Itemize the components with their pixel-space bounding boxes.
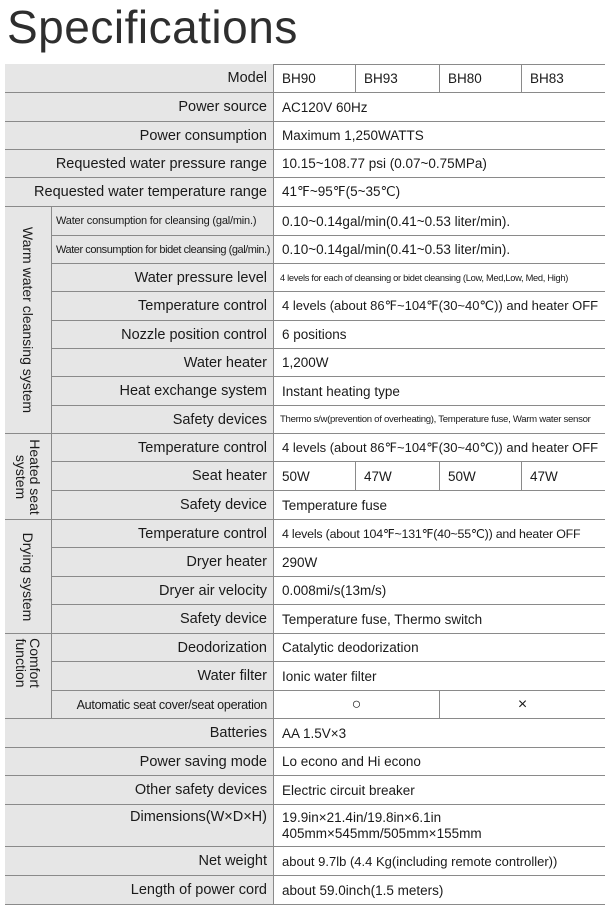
seat-safety-device-label: Safety device [52,491,273,520]
net-weight-label: Net weight [5,847,273,876]
dryer-heater-label: Dryer heater [52,548,273,577]
seat-heater-label: Seat heater [52,462,273,491]
seat-heater-bh93: 47W [355,462,439,491]
safety-devices-label: Safety devices [52,406,273,434]
power-consumption-value: Maximum 1,250WATTS [273,122,605,150]
specifications-table [5,64,605,906]
comfort-group-title [14,638,42,688]
dimensions-label: Dimensions(W×D×H) [5,805,273,847]
dimensions-value [273,805,605,847]
power-cord-length-value: about 59.0inch(1.5 meters) [273,876,605,905]
seat-temperature-control-label: Temperature control [52,434,273,462]
model-bh90: BH90 [273,64,355,93]
water-temperature-range-value: 41℉~95℉(5~35℃) [273,178,605,207]
power-saving-mode-label: Power saving mode [5,748,273,776]
auto-seat-cover-bh80-bh83: × [439,691,605,719]
water-consumption-bidet-label: Water consumption for bidet cleansing (gal/min.) [52,236,273,264]
water-consumption-bidet-value: 0.10~0.14gal/min(0.41~0.53 liter/min). [273,236,605,264]
water-consumption-cleansing-label: Water consumption for cleansing (gal/min.) [52,207,273,236]
comfort-group-label [5,634,52,691]
drying-temperature-control-value: 4 levels (about 104℉~131℉(40~55℃)) and heater OFF [273,520,605,548]
heat-exchange-system-label: Heat exchange system [52,377,273,406]
water-filter-value: Ionic water filter [273,662,605,691]
heated-seat-title-line1: Heated seat [27,438,43,515]
warm-water-group-title: Warm water cleansing system [20,226,36,414]
seat-heater-bh80: 50W [439,462,521,491]
warm-water-temperature-control-value: 4 levels (about 86℉~104℉(30~40℃)) and heater OFF [273,292,605,321]
water-heater-value: 1,200W [273,349,605,377]
power-source-value: AC120V 60Hz [273,93,605,122]
comfort-title-line1: Comfort [27,637,43,688]
drying-safety-device-value: Temperature fuse, Thermo switch [273,605,605,634]
model-bh80: BH80 [439,64,521,93]
auto-seat-cover-bh90-bh93: ○ [273,691,439,719]
power-saving-mode-value: Lo econo and Hi econo [273,748,605,776]
safety-devices-value: Thermo s/w(prevention of overheating), Temperature fuse, Warm water sensor [273,406,605,434]
seat-heater-bh83: 47W [521,462,605,491]
water-consumption-cleansing-value: 0.10~0.14gal/min(0.41~0.53 liter/min). [273,207,605,236]
heat-exchange-system-value: Instant heating type [273,377,605,406]
drying-group-title: Drying system [20,532,36,621]
other-safety-devices-label: Other safety devices [5,776,273,805]
dryer-air-velocity-value: 0.008mi/s(13m/s) [273,577,605,605]
heated-seat-group-label [5,434,52,520]
seat-safety-device-value: Temperature fuse [273,491,605,520]
warm-water-temperature-control-label: Temperature control [52,292,273,321]
water-pressure-level-label: Water pressure level [52,264,273,292]
comfort-group-extension [5,691,52,719]
water-pressure-range-label: Requested water pressure range [5,150,273,178]
seat-heater-bh90: 50W [273,462,355,491]
model-bh93: BH93 [355,64,439,93]
dryer-air-velocity-label: Dryer air velocity [52,577,273,605]
model-label: Model [5,64,273,93]
heated-seat-title-line2: system [13,454,29,499]
other-safety-devices-value: Electric circuit breaker [273,776,605,805]
warm-water-group-label [5,207,52,434]
page-title: Specifications [7,1,298,53]
nozzle-position-control-label: Nozzle position control [52,321,273,349]
dimensions-line-in: 19.9in×21.4in/19.8in×6.1in [282,809,442,825]
nozzle-position-control-value: 6 positions [273,321,605,349]
power-source-label: Power source [5,93,273,122]
drying-safety-device-label: Safety device [52,605,273,634]
net-weight-value: about 9.7lb (4.4 Kg(including remote controller)) [273,847,605,876]
drying-group-label [5,520,52,634]
dryer-heater-value: 290W [273,548,605,577]
power-consumption-label: Power consumption [5,122,273,150]
water-pressure-range-value: 10.15~108.77 psi (0.07~0.75MPa) [273,150,605,178]
seat-temperature-control-value: 4 levels (about 86℉~104℉(30~40℃)) and heater OFF [273,434,605,462]
power-cord-length-label: Length of power cord [5,876,273,905]
drying-temperature-control-label: Temperature control [52,520,273,548]
comfort-title-line2: function [13,637,29,688]
batteries-label: Batteries [5,719,273,748]
deodorization-label: Deodorization [52,634,273,662]
heated-seat-group-title [14,439,42,515]
model-bh83: BH83 [521,64,605,93]
water-temperature-range-label: Requested water temperature range [5,178,273,207]
water-pressure-level-value: 4 levels for each of cleansing or bidet cleansing (Low, Med,Low, Med, High) [273,264,605,292]
batteries-value: AA 1.5V×3 [273,719,605,748]
dimensions-line-mm: 405mm×545mm/505mm×155mm [282,825,482,841]
deodorization-value: Catalytic deodorization [273,634,605,662]
water-filter-label: Water filter [52,662,273,691]
water-heater-label: Water heater [52,349,273,377]
auto-seat-cover-label: Automatic seat cover/seat operation [52,691,273,719]
